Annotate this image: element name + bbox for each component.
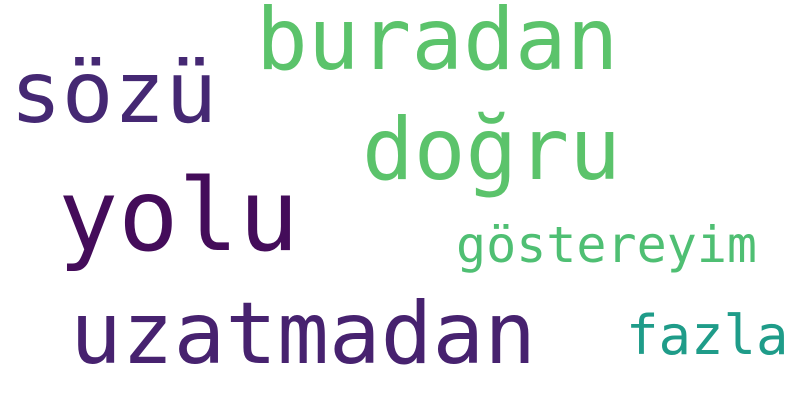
word-yolu: yolu (58, 157, 299, 274)
word-buradan: buradan (256, 0, 619, 90)
word-fazla: fazla (626, 304, 789, 367)
word-uzatmadan: uzatmadan (70, 284, 536, 384)
word-sozu: sözü (10, 43, 218, 143)
word-dogru: doğru (362, 100, 621, 200)
word-gostereyim: göstereyim (456, 216, 758, 274)
